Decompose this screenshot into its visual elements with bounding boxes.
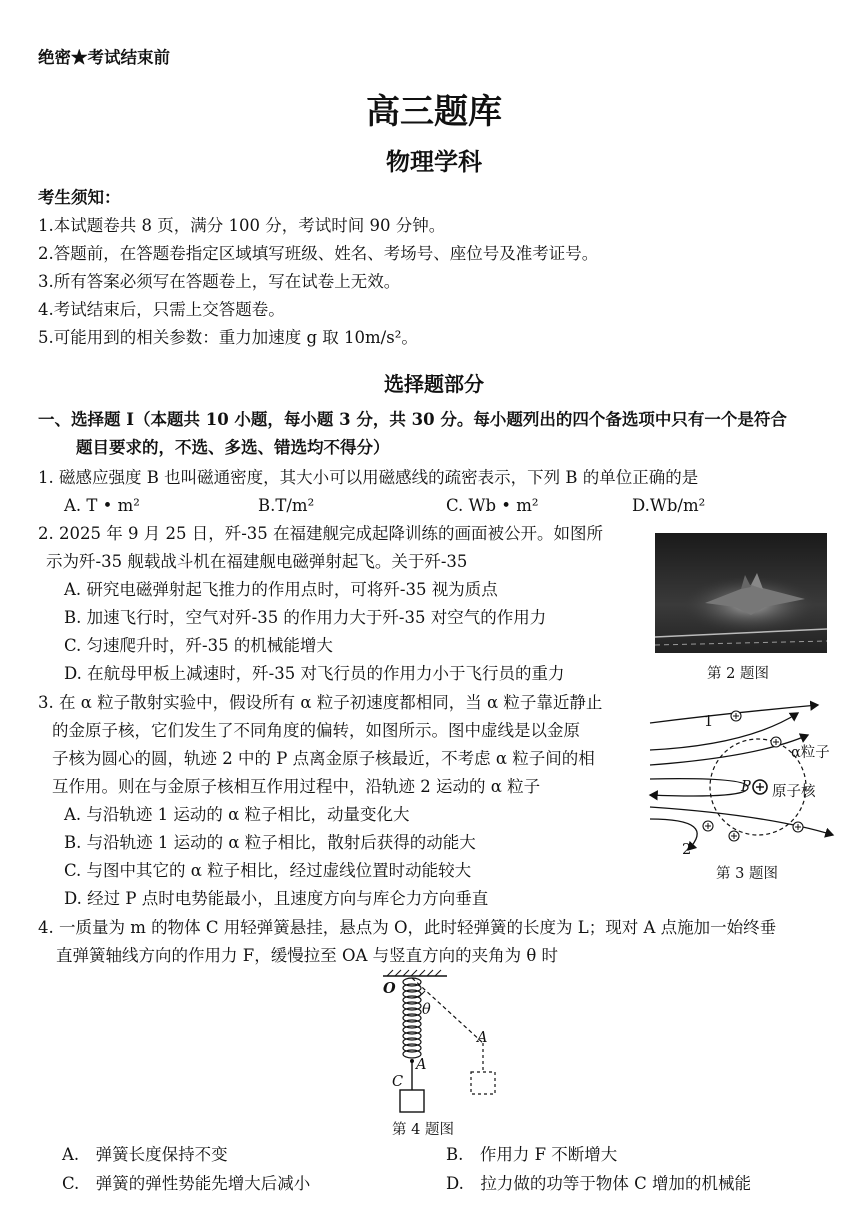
q1-option-d: D.Wb/m² <box>632 496 706 515</box>
point-o-label: O <box>383 980 396 997</box>
figure-3-caption: 第 3 题图 <box>716 866 778 882</box>
notice-heading: 考生须知： <box>38 188 121 207</box>
q4-option-b: B. 作用力 F 不断增大 <box>446 1145 618 1164</box>
alpha-scattering-diagram <box>648 695 838 860</box>
point-p-label: P <box>741 779 751 795</box>
q3-option-d: D. 经过 P 点时电势能最小，且速度方向与库仑力方向垂直 <box>64 889 489 908</box>
part-instructions-cont: 题目要求的，不选、多选、错选均不得分） <box>76 438 390 457</box>
nucleus-label: 原子核 <box>772 784 816 800</box>
question-4-stem: 4. 一质量为 m 的物体 C 用轻弹簧悬挂，悬点为 O，此时轻弹簧的长度为 L；现对 A 点施加一始终垂 <box>38 918 777 937</box>
question-3-stem-cont: 子核为圆心的圆，轨迹 2 中的 P 点离金原子核最近，不考虑 α 粒子间的相 <box>52 749 595 768</box>
question-3-stem-cont: 的金原子核，它们发生了不同角度的偏转，如图所示。图中虚线是以金原 <box>52 721 580 740</box>
jet-launch-photo <box>655 533 827 653</box>
q2-option-d: D. 在航母甲板上减速时，歼-35 对飞行员的作用力小于飞行员的重力 <box>64 664 565 683</box>
question-2-stem: 2. 2025 年 9 月 25 日，歼-35 在福建舰完成起降训练的画面被公开。如图所 <box>38 524 604 543</box>
part-instructions: 一、选择题 I（本题共 10 小题，每小题 3 分，共 30 分。每小题列出的四个备选项中只有一个是符合 <box>38 410 787 429</box>
spring-diagram <box>375 968 515 1118</box>
question-3-stem-cont: 互作用。则在与金原子核相互作用过程中，沿轨迹 2 运动的 α 粒子 <box>52 777 541 796</box>
page-title: 高三题库 <box>366 92 502 132</box>
figure-4-caption: 第 4 题图 <box>392 1122 454 1138</box>
q3-option-b: B. 与沿轨迹 1 运动的 α 粒子相比，散射后获得的动能大 <box>64 833 476 852</box>
q4-option-d: D. 拉力做的功等于物体 C 增加的机械能 <box>446 1174 752 1193</box>
question-4-stem-cont: 直弹簧轴线方向的作用力 F，缓慢拉至 OA 与竖直方向的夹角为 θ 时 <box>56 946 559 965</box>
alpha-particle-label: α粒子 <box>791 745 830 761</box>
question-3-stem: 3. 在 α 粒子散射实验中，假设所有 α 粒子初速度都相同，当 α 粒子靠近静止 <box>38 693 603 712</box>
notice-item: 4.考试结束后，只需上交答题卷。 <box>38 300 285 319</box>
q3-option-c: C. 与图中其它的 α 粒子相比，经过虚线位置时动能较大 <box>64 861 472 880</box>
q1-option-a: A. T • m² <box>64 496 140 515</box>
q2-option-c: C. 匀速爬升时，歼-35 的机械能增大 <box>64 636 333 655</box>
q2-option-a: A. 研究电磁弹射起飞推力的作用点时，可将歼-35 视为质点 <box>64 580 498 599</box>
track-2-label: 2 <box>682 842 692 858</box>
notice-item: 2.答题前，在答题卷指定区域填写班级、姓名、考场号、座位号及准考证号。 <box>38 244 599 263</box>
figure-2-caption: 第 2 题图 <box>707 666 769 682</box>
q1-option-c: C. Wb • m² <box>446 496 539 515</box>
notice-item: 5.可能用到的相关参数：重力加速度 g 取 10m/s²。 <box>38 328 418 347</box>
point-a-deflected-label: A <box>477 1030 488 1046</box>
point-a-label: A <box>416 1057 427 1073</box>
theta-label: θ <box>422 1002 431 1018</box>
confidential-label: 绝密★考试结束前 <box>38 48 170 67</box>
subject-title: 物理学科 <box>386 147 482 176</box>
q3-option-a: A. 与沿轨迹 1 运动的 α 粒子相比，动量变化大 <box>64 805 410 824</box>
notice-item: 1.本试题卷共 8 页，满分 100 分，考试时间 90 分钟。 <box>38 216 446 235</box>
q4-option-a: A. 弹簧长度保持不变 <box>62 1145 228 1164</box>
notice-item: 3.所有答案必须写在答题卷上，写在试卷上无效。 <box>38 272 401 291</box>
object-c-label: C <box>392 1074 404 1090</box>
q2-option-b: B. 加速飞行时，空气对歼-35 的作用力大于歼-35 对空气的作用力 <box>64 608 547 627</box>
question-1-stem: 1. 磁感应强度 B 也叫磁通密度，其大小可以用磁感线的疏密表示，下列 B 的单位正确的是 <box>38 468 699 487</box>
q1-option-b: B.T/m² <box>258 496 315 515</box>
section-title: 选择题部分 <box>384 372 484 396</box>
q4-option-c: C. 弹簧的弹性势能先增大后减小 <box>62 1174 311 1193</box>
question-2-stem-cont: 示为歼-35 舰载战斗机在福建舰电磁弹射起飞。关于歼-35 <box>46 552 468 571</box>
track-1-label: 1 <box>704 714 714 730</box>
